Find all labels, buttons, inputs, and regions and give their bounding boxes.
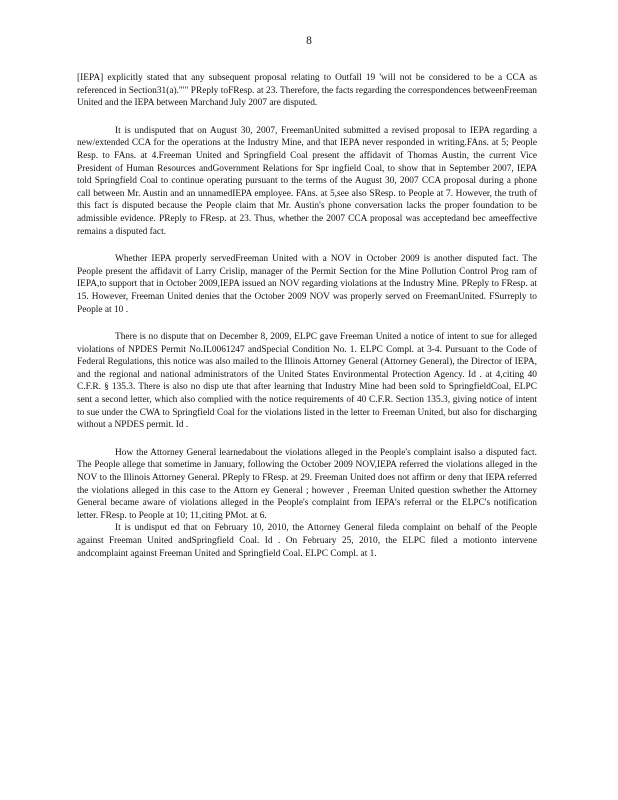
paragraph-cca-proposal: It is undisputed that on August 30, 2007, FreemanUnited submitted a revised proposal to IEPA regarding a new/extended CCA for the operations at the Industry Mine, and that IEPA never responded in writing.FAns. at 5; People Resp. to FAns. at 4.Freeman United and Springfield Coal present the affidavit of Thomas Austin, the current Vice President of Human Resources andGovernment Relations for Spr ingfield Coal, to show that in September 2007, IEPA told Springfield Coal to continue operating pursuant to the terms of the August 30, 2007 CCA proposal during a phone call between Mr. Austin and an unnamedIEPA employee. FAns. at 5,see also SResp. to People at 7. However, the truth of this fact is disputed because the People claim that Mr. Austin's phone conversation lacks the proper foundation to be admissible evidence. PReply to FResp. at 23. Thus, whether the 2007 CCA proposal was acceptedand bec ameeffective remains a disputed fact. <box>77 125 537 237</box>
paragraph-attorney-general: How the Attorney General learnedabout the violations alleged in the People's complaint isalso a disputed fact. The People allege that sometime in January, following the October 2009 NOV,IEPA referred the violations alleged in the NOV to the Illinois Attorney General. PReply to FResp. at 29. Freeman United does not affirm or deny that IEPA referred the violations alleged in this case to the Attorn ey General ; however , Freeman United question swhether the Attorney General became aware of violations alleged in the People's complaint from IEPA's referral or the ELPC's notification letter. FResp. to People at 10; 11,citing PMot. at 6. <box>77 447 537 521</box>
paragraph-iepa-correspondence: [IEPA] explicitly stated that any subsequent proposal relating to Outfall 19 'will not be considered to be a CCA as referenced in Section31(a).'"" PReply toFResp. at 23. Therefore, the facts regarding the correspondences betweenFreeman United and the IEPA between Marchand July 2007 are disputed. <box>77 73 537 109</box>
paragraph-notice-of-intent: There is no dispute that on December 8, 2009, ELPC gave Freeman United a notice of intent to sue for alleged violations of NPDES Permit No.IL0061247 andSpecial Condition No. 1. ELPC Compl. at 3-4. Pursuant to the Code of Federal Regulations, this notice was also mailed to the Illinois Attorney General (Attorney General), the Director of IEPA, and the regional and national administrators of the United States Environmental Protection Agency. Id . at 4,citing 40 C.F.R. § 135.3. There is also no disp ute that after learning that Industry Mine had been sold to SpringfieldCoal, ELPC sent a second letter, which also complied with the notice requirements of 40 C.F.R. Section 135.3, giving notice of intent to sue under the CWA to Springfield Coal for the violations listed in the letter to Freeman United, but also for discharging without a NPDES permit. Id . <box>77 332 537 431</box>
page-number: 8 <box>306 35 312 47</box>
paragraph-complaint-filed: It is undisput ed that on February 10, 2010, the Attorney General fileda complaint on behalf of the People against Freeman United andSpringfield Coal. Id . On February 25, 2010, the ELPC filed a motionto intervene andcomplaint against Freeman United and Springfield Coal. ELPC Compl. at 1. <box>77 523 537 559</box>
document-body <box>77 72 537 575</box>
paragraph-nov-service: Whether IEPA properly servedFreeman United with a NOV in October 2009 is another disputed fact. The People present the affidavit of Larry Crislip, manager of the Permit Section for the Mine Pollution Control Prog ram of IEPA,to support that in October 2009,IEPA issued an NOV regarding violations at the Industry Mine. PReply to FResp. at 15. However, Freeman United denies that the October 2009 NOV was properly served on FreemanUnited. FSurreply to People at 10 . <box>77 254 537 315</box>
